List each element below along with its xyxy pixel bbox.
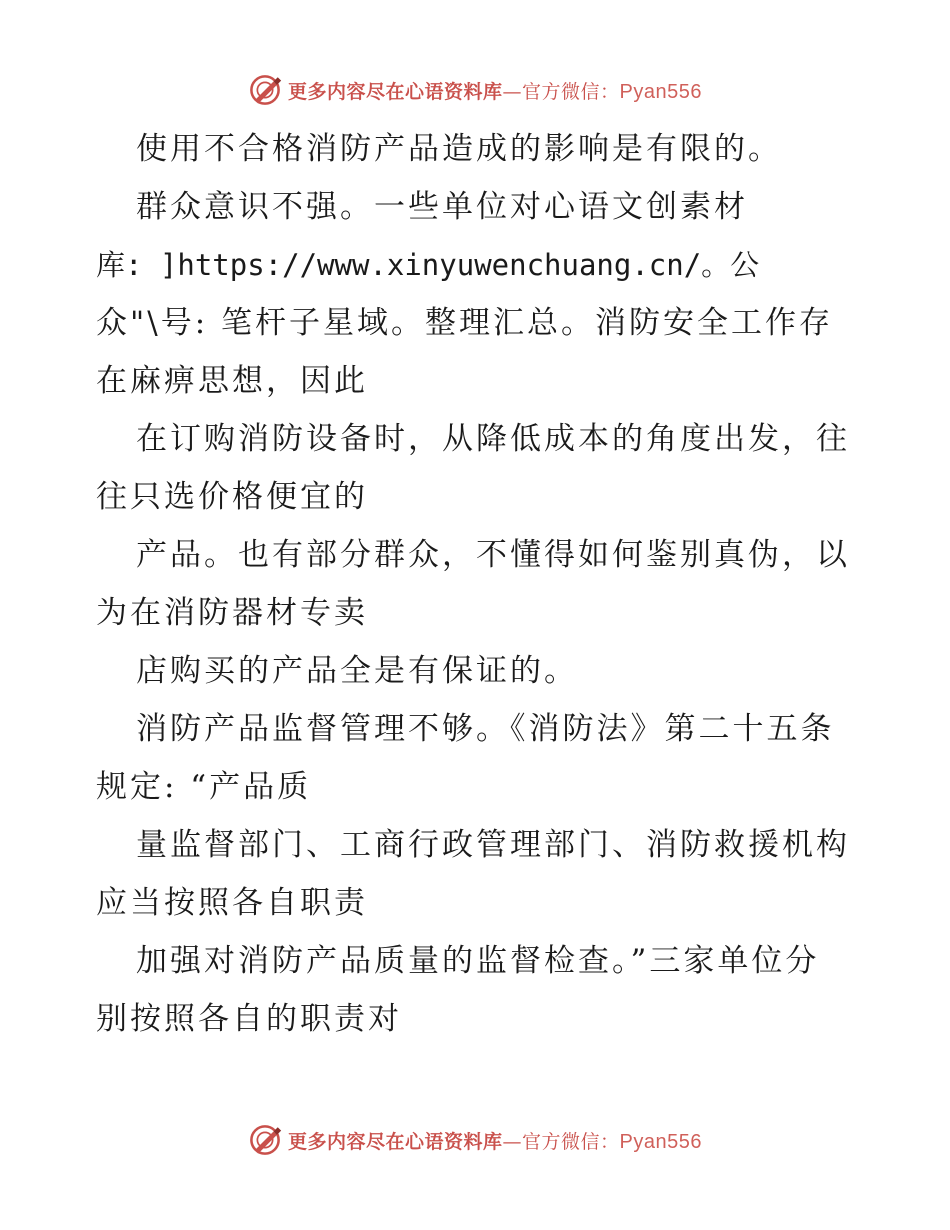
banner-main-text: 更多内容尽在心语资料库 bbox=[288, 1130, 503, 1153]
text-line: 店购买的产品全是有保证的。 bbox=[136, 653, 578, 689]
text-line: 为在消防器材专卖 bbox=[96, 595, 368, 631]
header-banner-text bbox=[288, 77, 702, 104]
text-line: 群众意识不强。一些单位对心语文创素材 bbox=[136, 189, 748, 225]
banner-wechat-id: Pyan556 bbox=[619, 80, 702, 103]
text-line: 库: ]https://www.xinyuwenchuang.cn/。公 bbox=[96, 248, 760, 282]
text-line: 在订购消防设备时，从降低成本的角度出发，往 bbox=[136, 421, 850, 457]
text-line: 规定: “产品质 bbox=[96, 769, 312, 805]
text-line: 消防产品监督管理不够。《消防法》第二十五条 bbox=[136, 711, 835, 747]
text-line: 产品。也有部分群众，不懂得如何鉴别真伪，以 bbox=[136, 537, 850, 573]
footer-banner bbox=[0, 1120, 950, 1160]
banner-main-text: 更多内容尽在心语资料库 bbox=[288, 80, 503, 103]
header-banner-inner bbox=[248, 70, 702, 110]
text-line: 在麻痹思想，因此 bbox=[96, 363, 368, 399]
text-line: 加强对消防产品质量的监督检查。”三家单位分 bbox=[136, 943, 820, 979]
text-line: 使用不合格消防产品造成的影响是有限的。 bbox=[136, 131, 782, 167]
pen-logo-icon bbox=[248, 73, 282, 107]
text-line: 众"\号: 笔杆子星域。整理汇总。消防安全工作存 bbox=[96, 305, 833, 341]
banner-separator: — bbox=[502, 80, 523, 103]
pen-logo-icon bbox=[248, 1123, 282, 1157]
banner-wechat-label: 官方微信： bbox=[522, 80, 620, 103]
footer-banner-text bbox=[288, 1127, 702, 1154]
text-line: 量监督部门、工商行政管理部门、消防救援机构 bbox=[136, 827, 850, 863]
text-line: 往只选价格便宜的 bbox=[96, 479, 368, 515]
text-line: 别按照各自的职责对 bbox=[96, 1001, 402, 1037]
document-body bbox=[96, 120, 856, 1048]
footer-banner-inner bbox=[248, 1120, 702, 1160]
banner-wechat-label: 官方微信： bbox=[522, 1130, 620, 1153]
banner-separator: — bbox=[502, 1130, 523, 1153]
banner-wechat-id: Pyan556 bbox=[619, 1130, 702, 1153]
text-line: 应当按照各自职责 bbox=[96, 885, 368, 921]
header-banner bbox=[0, 70, 950, 110]
